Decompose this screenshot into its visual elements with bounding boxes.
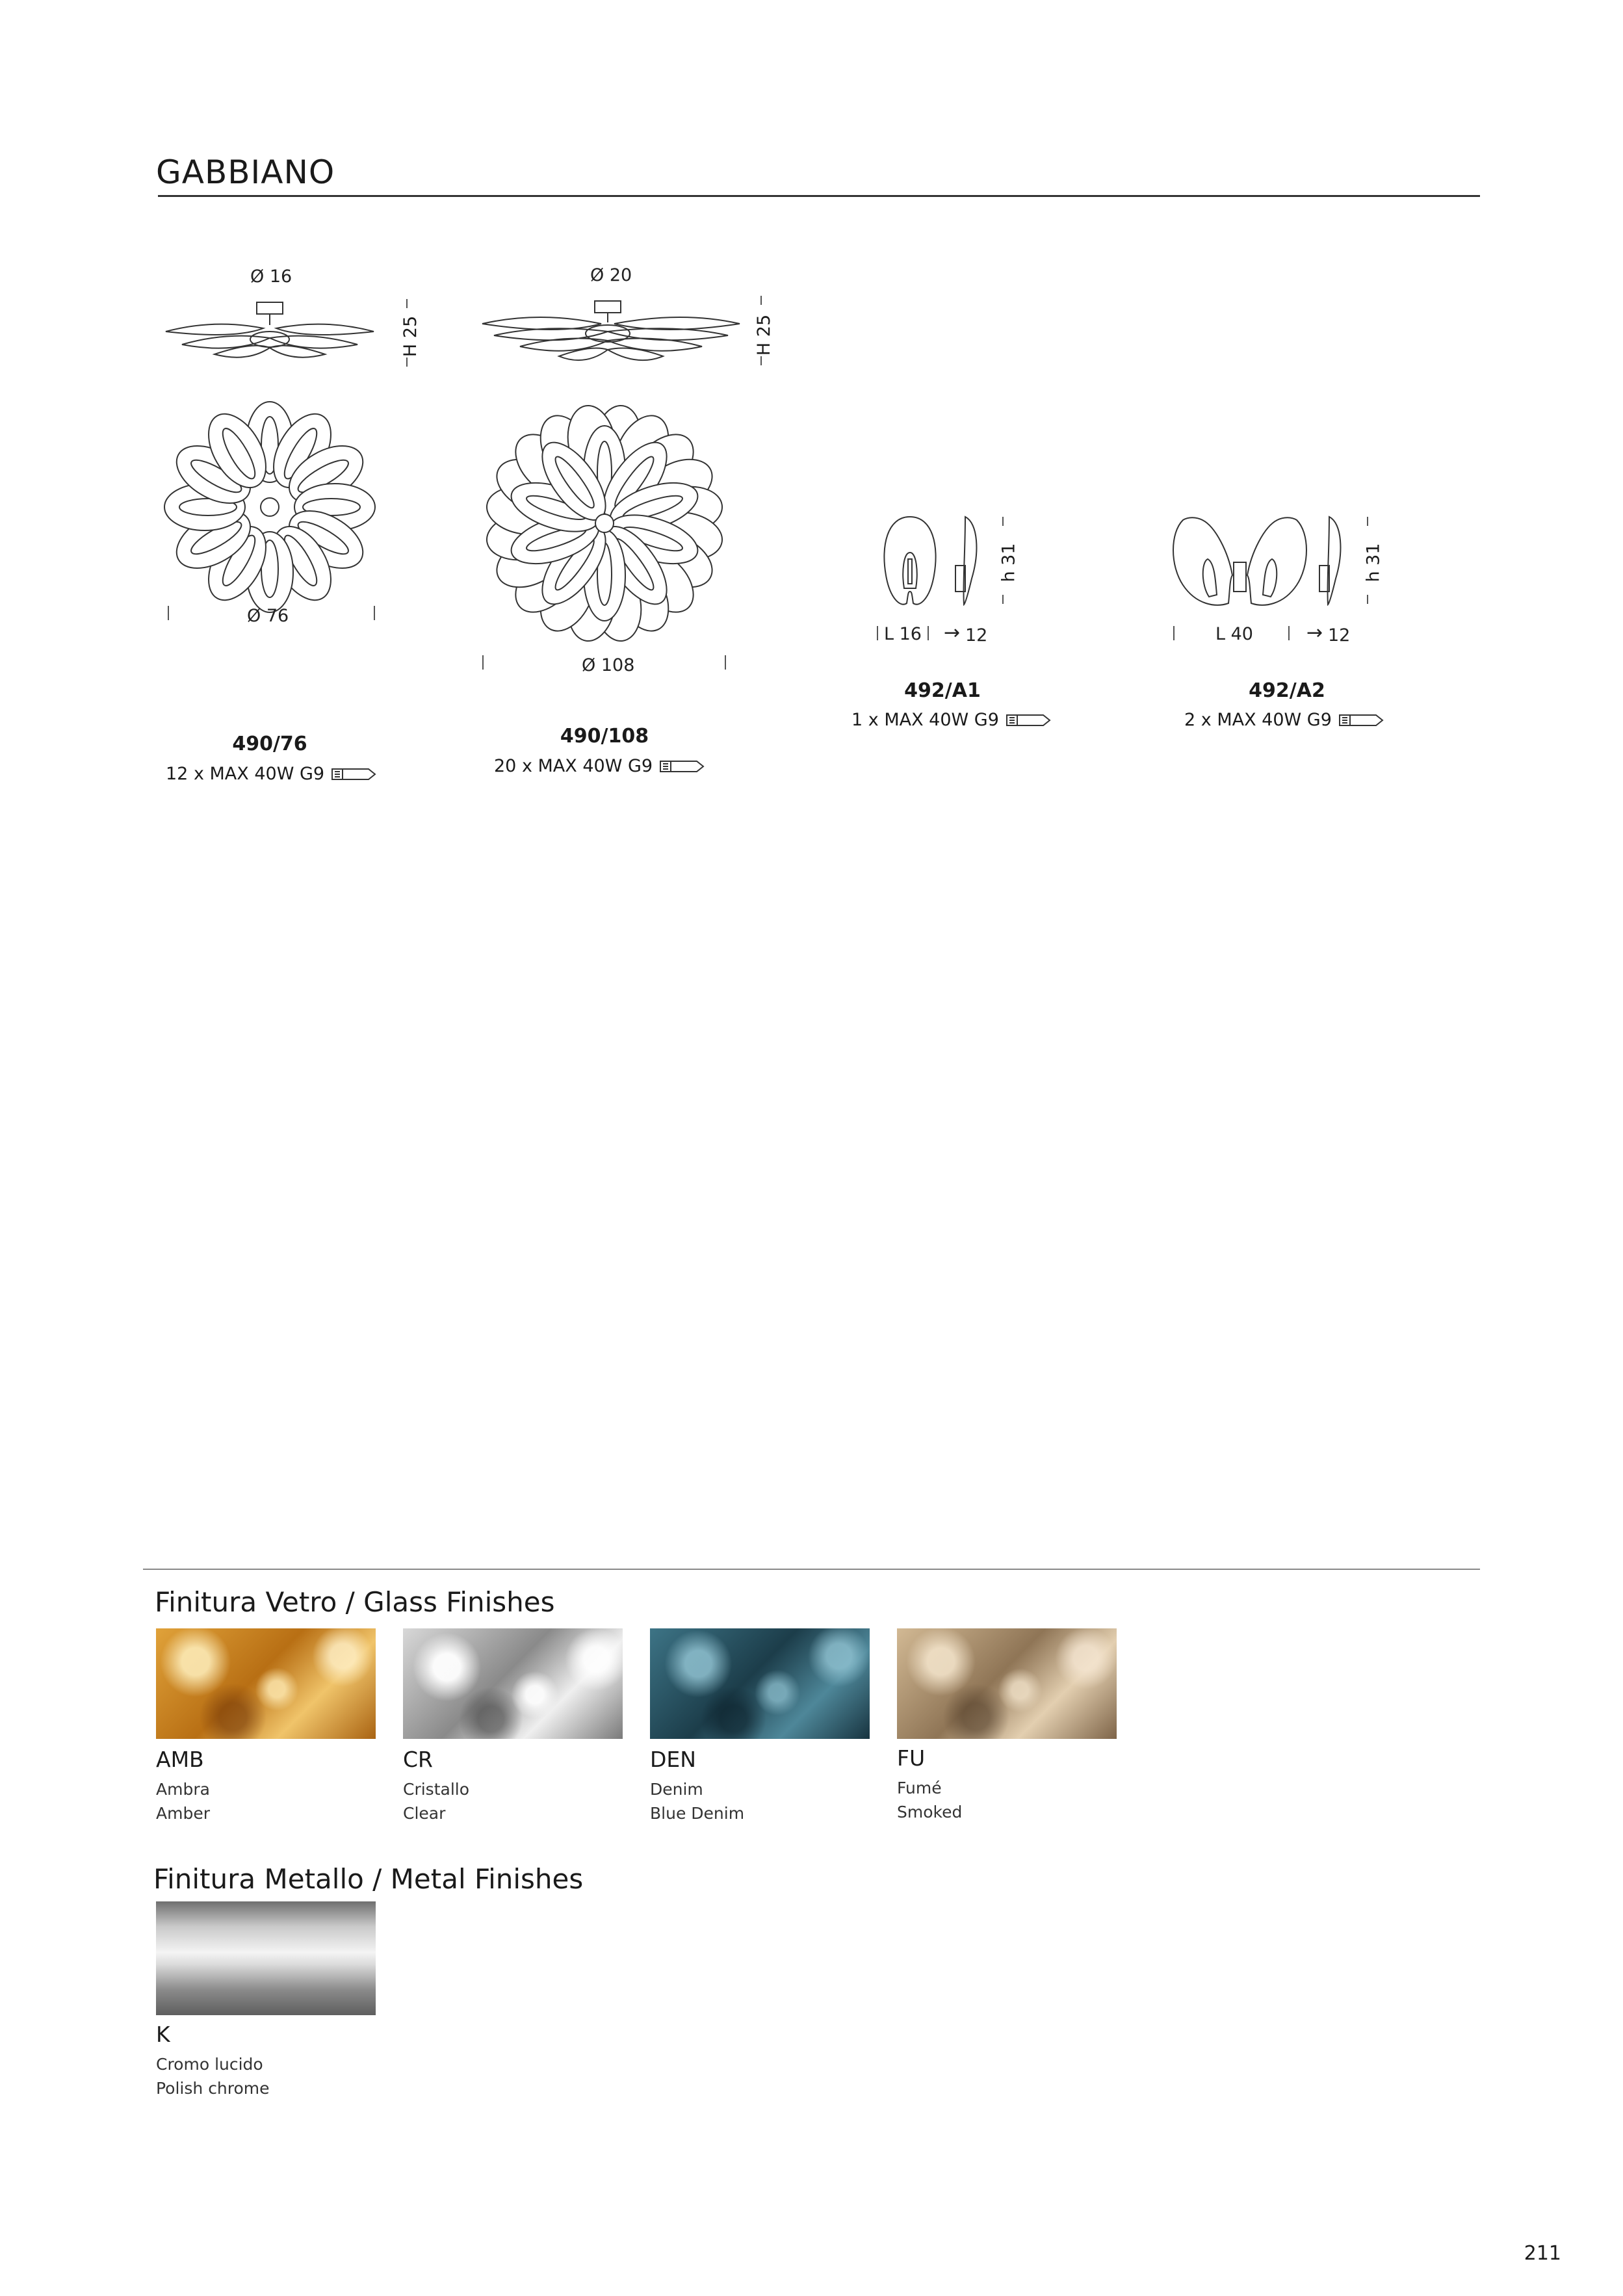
finish-code: AMB [156,1747,204,1772]
finish-swatch [403,1628,623,1739]
length-mark-left [1173,626,1175,640]
section-divider [143,1569,1480,1570]
spec-text: 1 x MAX 40W G9 [851,710,999,730]
finish-name-it: Cromo lucido [156,2055,263,2074]
g9-bulb-icon [1338,713,1384,727]
depth-arrow-icon: → [944,621,961,644]
g9-bulb-icon [1006,713,1051,727]
glass-finish-amb [156,1628,377,1825]
spec-text: 20 x MAX 40W G9 [494,756,653,776]
height-mark-bottom [406,358,408,367]
finish-name-en: Blue Denim [650,1804,745,1823]
finish-swatch [156,1901,376,2015]
glass-finishes-heading: Finitura Vetro / Glass Finishes [155,1586,555,1618]
dim-height: h 31 [1363,543,1384,582]
finish-name-en: Clear [403,1804,446,1823]
side-view-drawing [952,514,991,611]
finish-name-en: Smoked [897,1803,963,1821]
finish-swatch [650,1628,870,1739]
finish-code: FU [897,1745,926,1771]
front-view-drawing [881,514,939,611]
finish-name-it: Fumé [897,1779,942,1797]
height-mark-top [1002,517,1004,526]
spec-text: 2 x MAX 40W G9 [1184,710,1332,730]
finish-name-en: Amber [156,1804,210,1823]
depth-arrow-icon: → [1306,621,1323,644]
width-mark-right [374,606,375,620]
length-mark-left [877,626,878,640]
product-code: 490/108 [560,725,649,748]
product-spec [851,710,1051,730]
length-mark-right [1288,626,1290,640]
side-view-drawing [156,299,383,371]
finish-name-it: Ambra [156,1780,210,1799]
glass-finish-den [650,1628,871,1825]
front-view-drawing [1170,514,1310,611]
dim-height: h 31 [998,543,1019,582]
g9-bulb-icon [659,759,705,774]
dim-length: L 40 [1215,624,1253,644]
width-mark-left [168,606,169,620]
top-view-drawing [481,400,728,647]
title-rule [158,195,1480,197]
glass-finish-cr [403,1628,624,1825]
product-492-a2 [1170,507,1417,741]
product-code: 492/A1 [904,679,981,702]
product-490-108 [474,260,786,793]
product-spec [166,764,376,784]
finish-swatch [897,1628,1117,1739]
dim-depth: 12 [965,625,988,646]
glass-finish-fu [897,1628,1118,1824]
spec-text: 12 x MAX 40W G9 [166,764,325,784]
length-mark-right [928,626,929,640]
metal-finish-k [156,1901,377,2100]
g9-bulb-icon [331,767,376,781]
product-490-76 [156,260,429,793]
height-mark-bottom [1367,595,1368,604]
dim-width: Ø 108 [582,655,635,675]
finish-name-it: Denim [650,1780,703,1799]
height-mark-top [1367,517,1368,526]
product-spec [1184,710,1384,730]
finish-name-it: Cristallo [403,1780,470,1799]
dim-top-diameter: Ø 20 [590,265,632,285]
dim-height: H 25 [400,315,421,358]
height-mark-bottom [760,356,762,365]
finish-name-en: Polish chrome [156,2079,270,2098]
finish-swatch [156,1628,376,1739]
dim-length: L 16 [884,624,922,644]
dim-depth: 12 [1328,625,1351,646]
height-mark-top [760,296,762,305]
product-code: 492/A2 [1249,679,1325,702]
dim-width: Ø 76 [247,606,289,626]
product-spec [494,756,705,776]
dim-top-diameter: Ø 16 [250,267,292,287]
product-492-a1 [845,507,1072,741]
finish-code: DEN [650,1747,696,1772]
width-mark-right [725,655,726,670]
side-view-drawing [474,298,747,376]
top-view-drawing [162,400,377,614]
finish-code: CR [403,1747,433,1772]
height-mark-top [406,299,408,308]
metal-finishes-heading: Finitura Metallo / Metal Finishes [153,1863,584,1895]
product-code: 490/76 [232,733,307,755]
page-number: 211 [1524,2242,1561,2265]
width-mark-left [482,655,484,670]
height-mark-bottom [1002,595,1004,604]
dim-height: H 25 [754,314,775,356]
side-view-drawing [1316,514,1355,611]
finish-code: K [156,2022,170,2047]
page-title: GABBIANO [156,153,335,191]
